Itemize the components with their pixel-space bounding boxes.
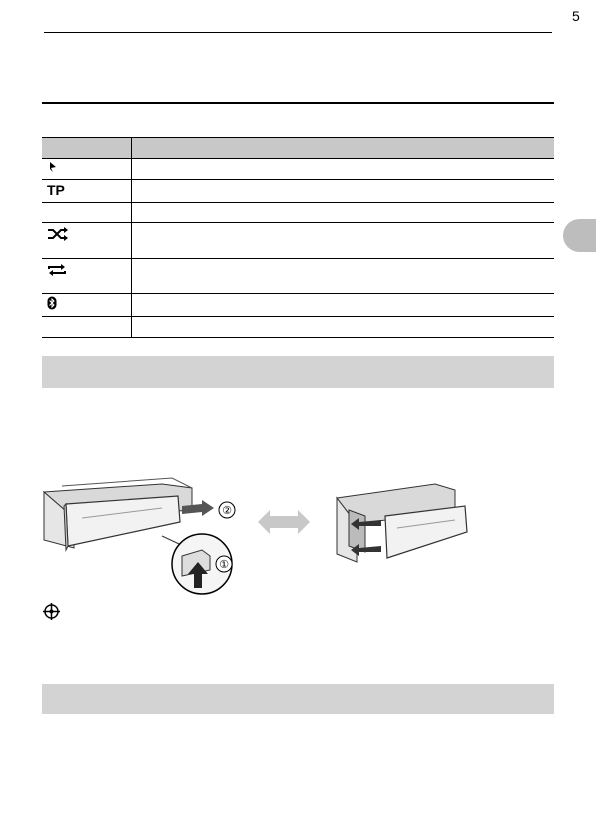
table-header-row: [42, 138, 554, 159]
table-header-cell: [132, 138, 555, 159]
table-row: [42, 223, 554, 259]
bluetooth-icon: [47, 296, 57, 310]
table-row: [42, 159, 554, 180]
table-cell: [132, 259, 555, 294]
table-header-cell: [42, 138, 132, 159]
table-row: [42, 259, 554, 294]
tp-icon: TP: [47, 182, 65, 198]
table-cell: [132, 294, 555, 317]
table-cell: [132, 317, 555, 338]
double-arrow-icon: [258, 508, 310, 536]
step-2-label: ②: [222, 504, 232, 517]
table-row: [42, 203, 554, 223]
important-note-icon: [43, 603, 60, 620]
header-rule: [44, 32, 552, 33]
front-panel-detach-illustration: [42, 470, 248, 598]
table-row: [42, 294, 554, 317]
table-cell-icon: [42, 223, 132, 259]
table-row: [42, 180, 554, 203]
page-number: 5: [572, 8, 580, 24]
section-heading-band: [42, 684, 554, 714]
table-cell-icon: [42, 294, 132, 317]
table-cell-icon: [42, 159, 132, 180]
table-cell-icon: [42, 317, 132, 338]
section-rule: [42, 102, 554, 104]
front-panel-attach-illustration: [335, 470, 470, 570]
repeat-icon: [47, 263, 67, 277]
indicator-table: [42, 137, 554, 338]
table-cell: [132, 223, 555, 259]
table-cell-icon: [42, 180, 132, 203]
shuffle-icon: [47, 227, 69, 241]
traffic-info-icon: [47, 161, 59, 173]
language-tab: [563, 219, 596, 252]
section-heading-band: [42, 356, 554, 388]
table-cell-icon: [42, 259, 132, 294]
table-cell: [132, 159, 555, 180]
table-cell: [132, 203, 555, 223]
table-cell: [132, 180, 555, 203]
table-row: [42, 317, 554, 338]
step-1-label: ①: [219, 558, 229, 571]
table-cell-icon: [42, 203, 132, 223]
